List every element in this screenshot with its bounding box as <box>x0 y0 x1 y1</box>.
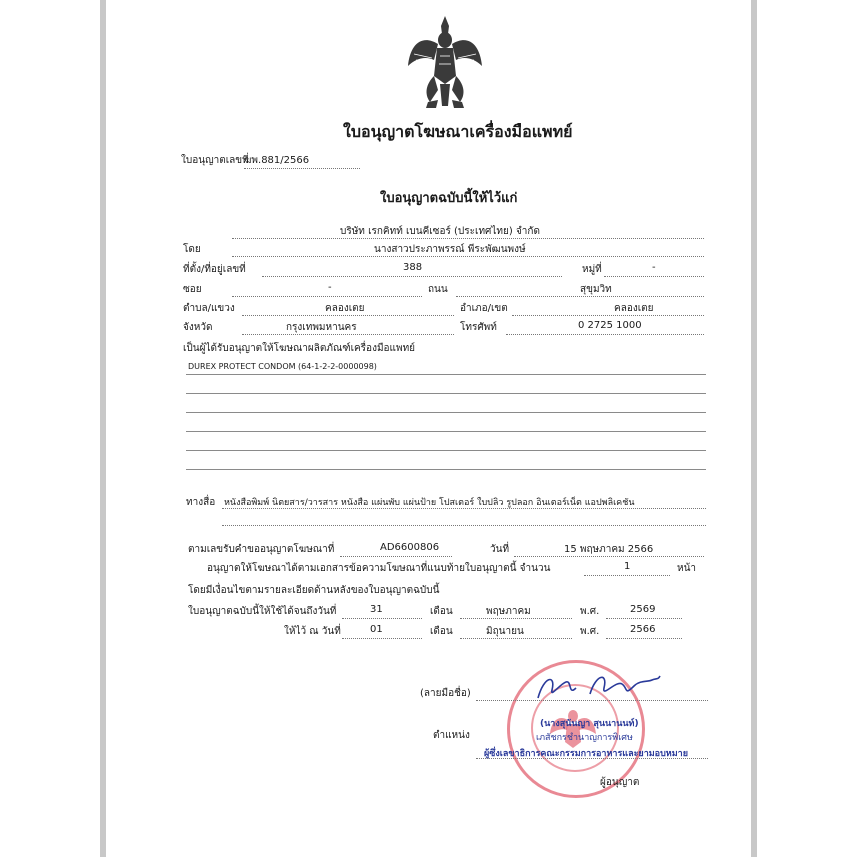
signature-line <box>476 700 708 701</box>
signer-title-2: ผู้ซึ่งเลขาธิการคณะกรรมการอาหารและยามอบหมาย <box>484 749 688 759</box>
address-number: 388 <box>403 262 423 273</box>
product-line-6 <box>186 469 706 470</box>
valid-month: พฤษภาคม <box>486 606 531 617</box>
phone-line <box>506 334 704 335</box>
given-month: มิถุนายน <box>486 626 524 637</box>
permission-text: เป็นผู้ได้รับอนุญาตให้โฆษณาผลิตภัณฑ์เครื่องมือแพทย์ <box>183 343 416 354</box>
conditions-text: โดยมีเงื่อนไขตามรายละเอียดด้านหลังของใบอนุญาตฉบับนี้ <box>188 585 440 596</box>
valid-year-line <box>606 618 682 619</box>
road-label: ถนน <box>428 284 448 295</box>
product-line-5 <box>186 450 706 451</box>
province-value: กรุงเทพมหานคร <box>286 322 357 333</box>
request-line <box>340 556 452 557</box>
valid-month-line <box>460 618 572 619</box>
attachment-count-line <box>584 575 670 576</box>
moo-value: - <box>652 262 656 273</box>
company-name: บริษัท เรกคิทท์ เบนคีเซอร์ (ประเทศไทย) จำกัด <box>340 226 540 237</box>
product-name: DUREX PROTECT CONDOM (64-1-2-2-0000098) <box>188 362 377 371</box>
license-number-line <box>244 168 360 169</box>
given-day-line <box>342 638 422 639</box>
by-label: โดย <box>183 244 201 255</box>
request-number: AD6600806 <box>380 542 440 553</box>
request-label: ตามเลขรับคำขออนุญาตโฆษณาที่ <box>188 544 335 555</box>
valid-year-label: พ.ศ. <box>580 606 600 617</box>
valid-year: 2569 <box>630 604 656 615</box>
position-label: ตำแหน่ง <box>433 730 470 741</box>
product-line-2 <box>186 393 706 394</box>
soi-line <box>232 296 422 297</box>
request-date-label: วันที่ <box>490 544 510 555</box>
signer-name: (นางสุนันญา สุนนานนท์) <box>540 719 639 729</box>
signer-title-1: เภสัชกรชำนาญการพิเศษ <box>536 733 633 743</box>
moo-label: หมู่ที่ <box>582 264 602 275</box>
province-line <box>242 334 454 335</box>
media-list: หนังสือพิมพ์ นิตยสาร/วารสาร หนังสือ แผ่นพับ แผ่นป้าย โปสเตอร์ ใบปลิว รูปลอก อินเตอร์เน็ต แอปพลิเคชัน <box>224 498 635 508</box>
request-date-line <box>514 556 704 557</box>
media-line-1 <box>222 508 706 509</box>
product-line-3 <box>186 412 706 413</box>
province-label: จังหวัด <box>183 322 213 333</box>
district-line <box>512 315 704 316</box>
phone-label: โทรศัพท์ <box>460 322 497 333</box>
subdistrict-line <box>242 315 454 316</box>
request-date: 15 พฤษภาคม 2566 <box>564 544 654 555</box>
valid-until-label: ใบอนุญาตฉบับนี้ให้ใช้ได้จนถึงวันที่ <box>188 606 337 617</box>
soi-value: - <box>328 282 332 293</box>
subdistrict-value: คลองเตย <box>325 303 365 314</box>
license-number-label: ใบอนุญาตเลขที่ <box>181 155 249 166</box>
road-line <box>456 296 704 297</box>
issued-to-heading: ใบอนุญาตฉบับนี้ให้ไว้แก่ <box>380 191 518 206</box>
district-value: คลองเตย <box>614 303 654 314</box>
soi-label: ซอย <box>183 284 202 295</box>
product-line-4 <box>186 431 706 432</box>
given-on-label: ให้ไว้ ณ วันที่ <box>284 626 341 637</box>
attachment-text: อนุญาตให้โฆษณาได้ตามเอกสารข้อความโฆษณาที่แนบท้ายใบอนุญาตนี้ จำนวน <box>207 563 551 574</box>
position-line <box>476 758 708 759</box>
company-line <box>232 238 704 239</box>
subdistrict-label: ตำบล/แขวง <box>183 303 235 314</box>
garuda-emblem-icon <box>404 14 486 110</box>
given-year-label: พ.ศ. <box>580 626 600 637</box>
given-month-label: เดือน <box>430 626 453 637</box>
valid-day-line <box>342 618 422 619</box>
license-number: ฆพ.881/2566 <box>244 155 310 166</box>
given-year-line <box>606 638 682 639</box>
valid-day: 31 <box>370 604 383 615</box>
media-label: ทางสื่อ <box>186 497 216 508</box>
phone-value: 0 2725 1000 <box>578 320 642 331</box>
document-title: ใบอนุญาตโฆษณาเครื่องมือแพทย์ <box>343 122 573 141</box>
attachment-count: 1 <box>624 561 631 572</box>
media-line-2 <box>222 525 706 526</box>
road-value: สุขุมวิท <box>580 284 612 295</box>
given-year: 2566 <box>630 624 656 635</box>
given-month-line <box>460 638 572 639</box>
by-line <box>232 256 704 257</box>
district-label: อำเภอ/เขต <box>460 303 508 314</box>
valid-month-label: เดือน <box>430 606 453 617</box>
signature-scribble <box>530 668 665 708</box>
signature-label: (ลายมือชื่อ) <box>420 688 471 699</box>
authority-label: ผู้อนุญาต <box>600 777 640 788</box>
address-number-line <box>262 276 562 277</box>
by-name: นางสาวประภาพรรณ์ พีระพัฒนพงษ์ <box>374 244 526 255</box>
right-frame-border <box>751 0 757 857</box>
address-number-label: ที่ตั้ง/ที่อยู่เลขที่ <box>183 264 246 275</box>
attachment-unit: หน้า <box>677 563 697 574</box>
given-day: 01 <box>370 624 383 635</box>
moo-line <box>604 276 704 277</box>
product-line-1 <box>186 374 706 375</box>
